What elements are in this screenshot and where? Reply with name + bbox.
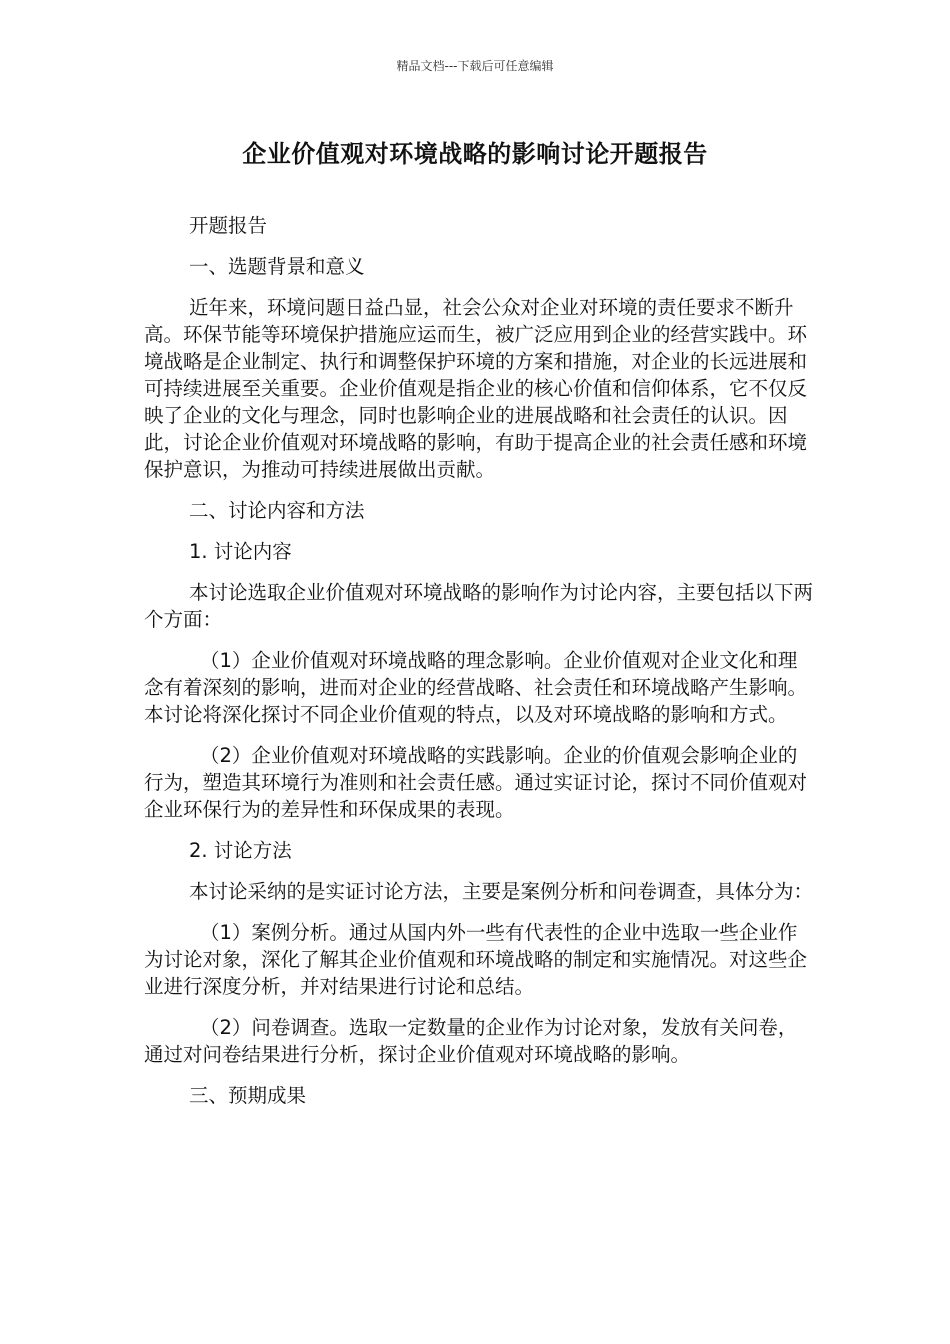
paragraph-background: 近年来，环境问题日益凸显，社会公众对企业对环境的责任要求不断升高。环保节能等环境保护措施应运而生，被广泛应用到企业的经营实践中。环境战略是企业制定、执行和调整保护环境的方案和措施，对企业的长远进展和可持续进展至关重要。企业价值观是指企业的核心价值和信仰体系，它不仅反映了企业的文化与理念，同时也影响企业的进展战略和社会责任的认识。因此，讨论企业价值观对环境战略的影响，有助于提高企业的社会责任感和环境保护意识，为推动可持续进展做出贡献。 <box>144 296 808 481</box>
section-heading-content-method: 二、讨论内容和方法 <box>189 499 365 522</box>
section-heading-expected-results: 三、预期成果 <box>189 1084 307 1107</box>
section-heading-background: 一、选题背景和意义 <box>189 255 365 278</box>
subheading-method: 2. 讨论方法 <box>189 839 292 862</box>
document-title: 企业价值观对环境战略的影响讨论开题报告 <box>242 140 708 168</box>
paragraph-method-intro: 本讨论采纳的是实证讨论方法，主要是案例分析和问卷调查，具体分为： <box>189 880 814 903</box>
paragraph-practice-impact: （2）企业价值观对环境战略的实践影响。企业的价值观会影响企业的行为，塑造其环境行为准则和社会责任感。通过实证讨论，探讨不同价值观对企业环保行为的差异性和环保成果的表现。 <box>144 744 808 821</box>
paragraph-concept-impact: （1）企业价值观对环境战略的理念影响。企业价值观对企业文化和理念有着深刻的影响，进而对企业的经营战略、社会责任和环境战略产生影响。本讨论将深化探讨不同企业价值观的特点，以及对环境战略的影响和方式。 <box>144 649 808 726</box>
paragraph-case-analysis: （1）案例分析。通过从国内外一些有代表性的企业中选取一些企业作为讨论对象，深化了解其企业价值观和环境战略的制定和实施情况。对这些企业进行深度分析，并对结果进行讨论和总结。 <box>144 921 808 998</box>
subheading-content: 1. 讨论内容 <box>189 540 292 563</box>
document-body <box>144 212 816 1123</box>
page-header: 精品文档---下载后可任意编辑 <box>396 59 554 73</box>
paragraph-content-intro: 本讨论选取企业价值观对环境战略的影响作为讨论内容，主要包括以下两个方面： <box>144 581 814 631</box>
heading-report: 开题报告 <box>189 214 268 237</box>
paragraph-questionnaire: （2）问卷调查。选取一定数量的企业作为讨论对象，发放有关问卷，通过对问卷结果进行分析，探讨企业价值观对环境战略的影响。 <box>144 1016 798 1066</box>
